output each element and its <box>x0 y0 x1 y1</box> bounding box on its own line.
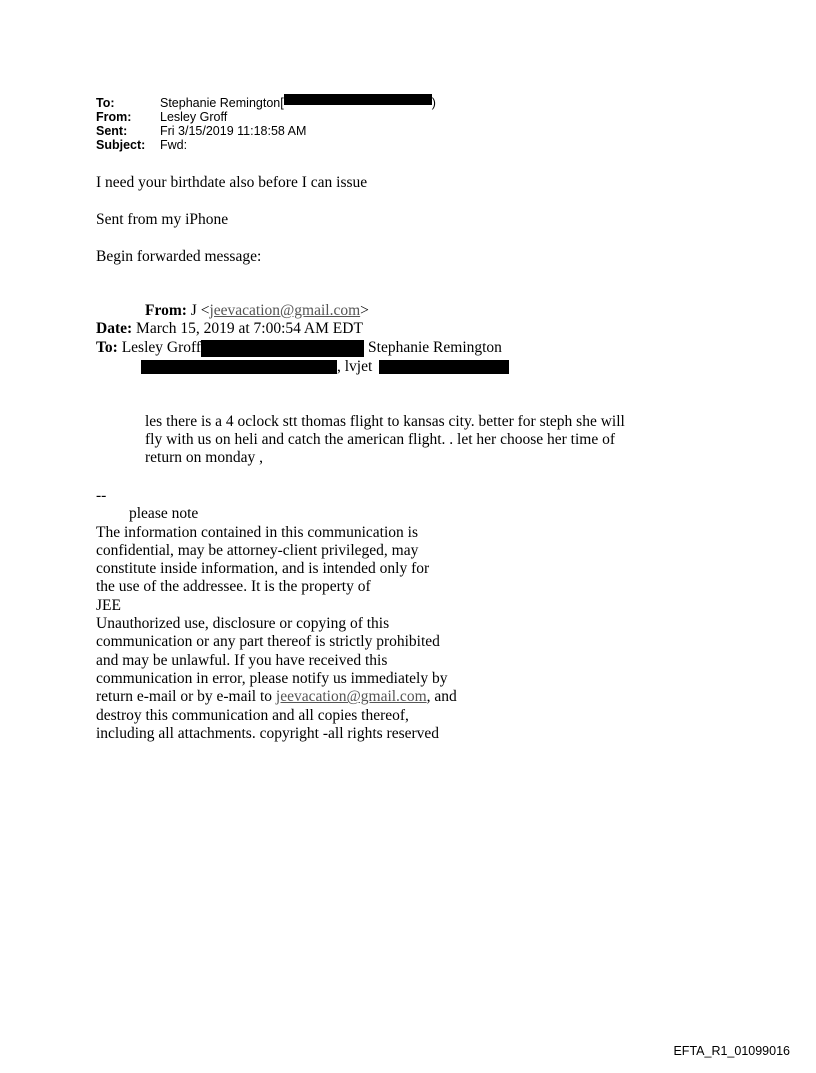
email-header <box>96 96 436 152</box>
header-to-row <box>96 96 436 110</box>
forwarded-from-name: J < <box>190 302 210 319</box>
redaction-bar <box>284 94 432 105</box>
subject-label: Subject: <box>96 138 146 152</box>
forwarded-from-label: From: <box>145 302 187 319</box>
forwarded-to-name: Lesley Groff <box>121 339 202 356</box>
forwarded-to-continuation <box>141 358 509 376</box>
forwarded-to-row <box>96 339 502 357</box>
subject-value: Fwd: <box>160 138 188 152</box>
disclaimer-line: destroy this communication and all copies thereof, <box>96 706 409 724</box>
message-line: fly with us on heli and catch the american flight. . let her choose her time of <box>145 431 616 448</box>
forwarded-to-mid: , lvjet <box>337 358 373 375</box>
to-value: Stephanie Remington[ <box>160 96 284 110</box>
forwarded-message <box>145 413 685 467</box>
redaction-bar <box>141 360 337 374</box>
sent-value: Fri 3/15/2019 11:18:58 AM <box>160 124 307 138</box>
disclaimer-line: communication or any part thereof is strictly prohibited <box>96 633 440 651</box>
disclaimer-return-line <box>96 688 457 706</box>
forwarded-date-row <box>96 320 363 338</box>
forwarded-to-name: Stephanie Remington <box>368 339 502 356</box>
disclaimer-line: constitute inside information, and is intended only for <box>96 560 430 578</box>
message-line: return on monday , <box>145 449 263 466</box>
forwarded-date-label: Date: <box>96 320 133 337</box>
disclaimer-line: confidential, may be attorney-client privileged, may <box>96 541 419 559</box>
body-line: Sent from my iPhone <box>96 211 229 228</box>
forwarded-to-label: To: <box>96 339 118 356</box>
forwarded-from-email-link[interactable]: jeevacation@gmail.com <box>209 302 361 319</box>
forwarded-date-value: March 15, 2019 at 7:00:54 AM EDT <box>136 320 363 337</box>
signature-disclaimer <box>96 487 457 743</box>
message-line: les there is a 4 oclock stt thomas flight to kansas city. better for steph she will <box>145 413 625 430</box>
please-note: please note <box>129 505 199 523</box>
disclaimer-line: JEE <box>96 596 121 614</box>
disclaimer-line: including all attachments. copyright -all rights reserved <box>96 724 440 742</box>
sent-label: Sent: <box>96 124 128 138</box>
from-value: Lesley Groff <box>160 110 228 124</box>
redaction-bar <box>379 360 509 374</box>
return-email-link[interactable]: jeevacation@gmail.com <box>275 688 427 706</box>
document-id: EFTA_R1_01099016 <box>673 1044 790 1058</box>
body-line: I need your birthdate also before I can issue <box>96 174 368 191</box>
body-line: Begin forwarded message: <box>96 248 262 265</box>
disclaimer-line: The information contained in this communication is <box>96 523 418 541</box>
return-suffix: , and <box>426 688 457 706</box>
disclaimer-line: and may be unlawful. If you have received this <box>96 651 388 669</box>
disclaimer-line: the use of the addressee. It is the property of <box>96 578 371 596</box>
header-from-row <box>96 110 436 124</box>
disclaimer-line: communication in error, please notify us immediately by <box>96 669 448 687</box>
disclaimer-line: Unauthorized use, disclosure or copying of this <box>96 615 390 633</box>
signature-dashes: -- <box>96 487 107 504</box>
forwarded-from-close: > <box>360 302 369 319</box>
to-label: To: <box>96 96 115 110</box>
forwarded-from-row <box>145 302 369 320</box>
from-label: From: <box>96 110 132 124</box>
email-body <box>96 174 367 266</box>
header-subject-row <box>96 138 436 152</box>
redaction-bar <box>201 340 364 357</box>
return-prefix: return e-mail or by e-mail to <box>96 688 276 706</box>
to-fragment: ) <box>431 96 436 110</box>
header-sent-row <box>96 124 436 138</box>
